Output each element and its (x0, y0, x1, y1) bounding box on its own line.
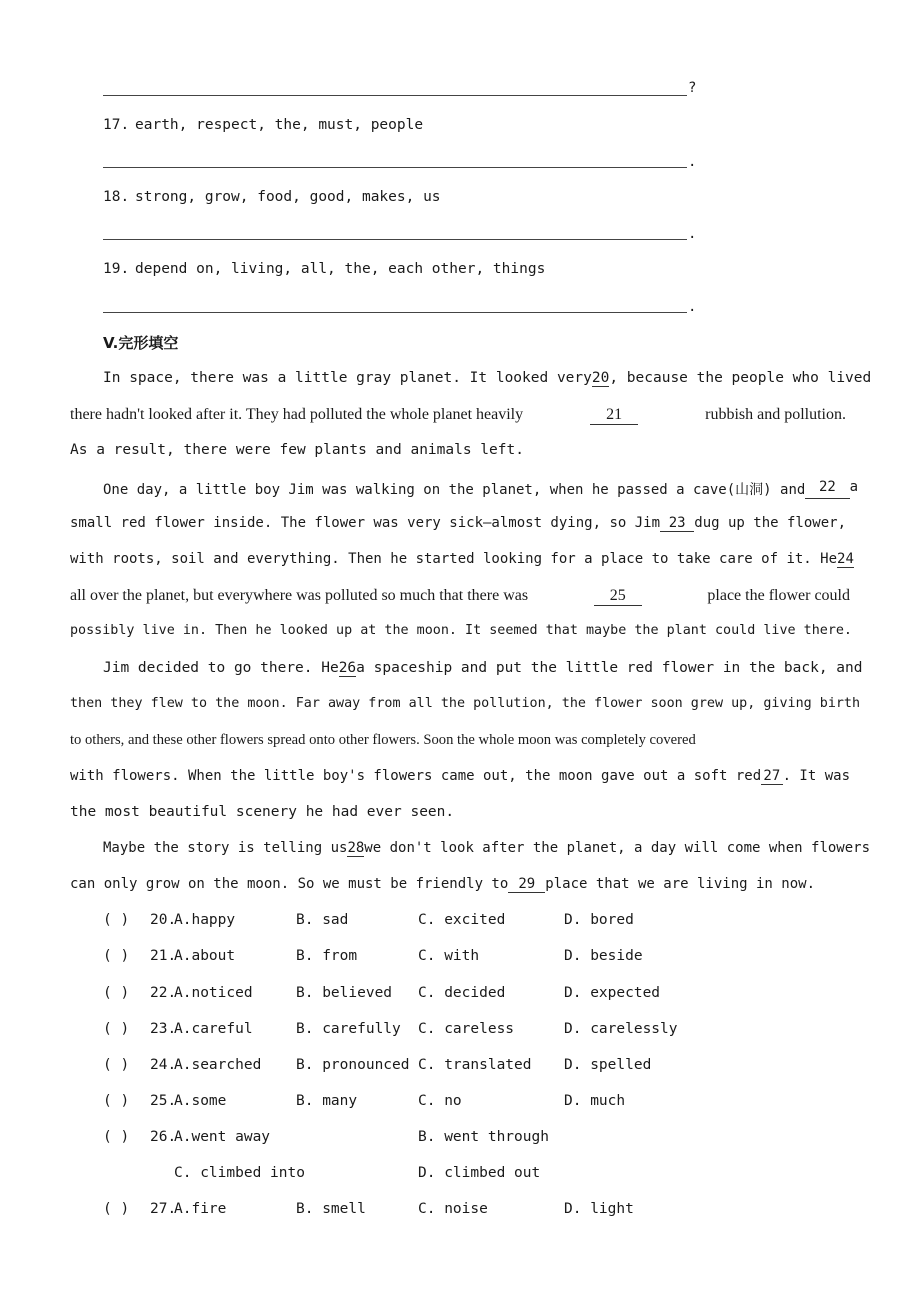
passage-line: the most beautiful scenery he had ever seen. (70, 804, 455, 820)
blank-number: 27 (763, 768, 781, 784)
option-d[interactable]: D. spelled (564, 1057, 652, 1073)
blank-number: 25 (609, 587, 626, 604)
option-d[interactable]: D. bored (564, 912, 634, 928)
section-heading: V.完形填空 (103, 334, 179, 352)
option-b[interactable]: B. went through (418, 1129, 549, 1145)
text-segment: can only grow on the moon. So we must be friendly to (70, 876, 509, 892)
passage-line (103, 370, 872, 387)
option-b[interactable]: B. pronounced (296, 1057, 410, 1073)
blank-23[interactable] (660, 515, 694, 532)
answer-line-19[interactable] (103, 312, 687, 313)
option-c[interactable]: C. no (418, 1093, 462, 1109)
answer-line-18[interactable] (103, 239, 687, 240)
item-number-19: 19. (103, 261, 130, 277)
blank-21[interactable] (590, 406, 638, 425)
option-a[interactable]: A.searched (174, 1057, 262, 1073)
option-c[interactable]: C. careless (418, 1021, 515, 1037)
option-c[interactable]: C. excited (418, 912, 506, 928)
option-c[interactable]: C. with (418, 948, 480, 964)
option-a[interactable]: A.about (174, 948, 236, 964)
option-b[interactable]: B. carefully (296, 1021, 401, 1037)
passage-line (70, 587, 850, 606)
passage-line: to others, and these other flowers spread onto other flowers. Soon the whole moon was completely covered (70, 732, 696, 748)
passage-line (70, 876, 815, 893)
text-segment: , because the people who lived (609, 370, 872, 386)
option-b[interactable]: B. many (296, 1093, 358, 1109)
option-d[interactable]: D. carelessly (564, 1021, 678, 1037)
blank-number: 21 (606, 406, 623, 423)
answer-line-end-mark: ? (688, 80, 697, 96)
answer-paren[interactable]: ( ) (103, 1201, 130, 1217)
item-words-17: earth, respect, the, must, people (135, 117, 424, 133)
option-b[interactable]: B. believed (296, 985, 393, 1001)
text-segment: In space, there was a little gray planet. It looked very (103, 370, 592, 386)
answer-paren[interactable]: ( ) (103, 1093, 130, 1109)
text-segment: Maybe the story is telling us (103, 840, 348, 856)
question-number: 26. (150, 1129, 177, 1145)
item-words-19: depend on, living, all, the, each other, things (135, 261, 546, 277)
text-segment: a spaceship and put the little red flower in the back, and (356, 660, 863, 676)
blank-number: 29 (518, 876, 536, 892)
blank-22[interactable] (805, 479, 849, 499)
answer-line-16[interactable] (103, 95, 687, 96)
option-c[interactable]: C. decided (418, 985, 506, 1001)
option-b[interactable]: B. from (296, 948, 358, 964)
answer-line-17[interactable] (103, 167, 687, 168)
blank-28[interactable] (347, 840, 364, 857)
option-d[interactable]: D. light (564, 1201, 634, 1217)
answer-paren[interactable]: ( ) (103, 912, 130, 928)
blank-29[interactable] (508, 876, 545, 893)
answer-paren[interactable]: ( ) (103, 948, 130, 964)
passage-line: then they flew to the moon. Far away from all the pollution, the flower soon grew up, giving birth (70, 696, 861, 711)
option-a[interactable]: A.happy (174, 912, 236, 928)
blank-24[interactable] (837, 551, 854, 568)
text-segment: Jim decided to go there. He (103, 660, 339, 676)
option-a[interactable]: A.went away (174, 1129, 271, 1145)
passage-line: possibly live in. Then he looked up at the moon. It seemed that maybe the plant could live there. (70, 623, 852, 638)
text-segment: small red flower inside. The flower was very sick—almost dying, so Jim (70, 515, 661, 531)
option-d[interactable]: D. beside (564, 948, 643, 964)
passage-line (70, 406, 846, 425)
passage-line (70, 551, 854, 568)
text-segment: there hadn't looked after it. They had polluted the whole planet heavily (70, 406, 524, 423)
blank-26[interactable] (339, 660, 356, 677)
option-c[interactable]: C. translated (418, 1057, 532, 1073)
blank-number: 23 (668, 515, 686, 531)
answer-paren[interactable]: ( ) (103, 1021, 130, 1037)
passage-line (103, 660, 863, 677)
text-segment: One day, a little boy Jim was walking on the planet, when he passed a cave(山洞) and (103, 482, 806, 498)
blank-20[interactable] (592, 370, 609, 387)
passage-line: As a result, there were few plants and animals left. (70, 442, 524, 458)
passage-line (103, 840, 871, 857)
question-number: 22. (150, 985, 177, 1001)
option-a[interactable]: A.fire (174, 1201, 227, 1217)
item-number-18: 18. (103, 189, 130, 205)
blank-number: 28 (347, 840, 365, 856)
text-segment: with roots, soil and everything. Then he started looking for a place to take care of it. He (70, 551, 838, 567)
text-segment: place the flower could (707, 587, 850, 604)
item-number-17: 17. (103, 117, 130, 133)
answer-line-end-mark: . (688, 226, 697, 242)
text-segment: rubbish and pollution. (705, 406, 846, 423)
option-d[interactable]: D. climbed out (418, 1165, 541, 1181)
option-c[interactable]: C. noise (418, 1201, 488, 1217)
answer-paren[interactable]: ( ) (103, 1129, 130, 1145)
blank-number: 24 (837, 551, 854, 567)
text-segment: with flowers. When the little boy's flowers came out, the moon gave out a soft red (70, 768, 762, 784)
option-b[interactable]: B. sad (296, 912, 349, 928)
blank-number: 20 (591, 370, 610, 386)
blank-27[interactable] (761, 768, 782, 785)
text-segment: dug up the flower, (694, 515, 846, 531)
option-a[interactable]: A.careful (174, 1021, 253, 1037)
answer-line-end-mark: . (688, 154, 697, 170)
passage-line (70, 515, 846, 532)
answer-paren[interactable]: ( ) (103, 1057, 130, 1073)
option-a[interactable]: A.noticed (174, 985, 253, 1001)
passage-line (103, 479, 858, 499)
question-number: 23. (150, 1021, 177, 1037)
text-segment: . It was (782, 768, 850, 784)
option-d[interactable]: D. much (564, 1093, 626, 1109)
option-c[interactable]: C. climbed into (174, 1165, 305, 1181)
option-a[interactable]: A.some (174, 1093, 227, 1109)
blank-number: 22 (819, 479, 836, 495)
text-segment: we don't look after the planet, a day will come when flowers (364, 840, 871, 856)
question-number: 20. (150, 912, 177, 928)
question-number: 25. (150, 1093, 177, 1109)
question-number: 27. (150, 1201, 177, 1217)
answer-line-end-mark: . (688, 299, 697, 315)
text-segment: place that we are living in now. (545, 876, 815, 892)
passage-line (70, 768, 850, 785)
blank-number: 26 (338, 660, 357, 676)
text-segment: all over the planet, but everywhere was polluted so much that there was (70, 587, 529, 604)
question-number: 21. (150, 948, 177, 964)
question-number: 24. (150, 1057, 177, 1073)
text-segment: a (849, 479, 858, 495)
option-d[interactable]: D. expected (564, 985, 661, 1001)
blank-25[interactable] (594, 587, 642, 606)
option-b[interactable]: B. smell (296, 1201, 366, 1217)
answer-paren[interactable]: ( ) (103, 985, 130, 1001)
item-words-18: strong, grow, food, good, makes, us (135, 189, 441, 205)
